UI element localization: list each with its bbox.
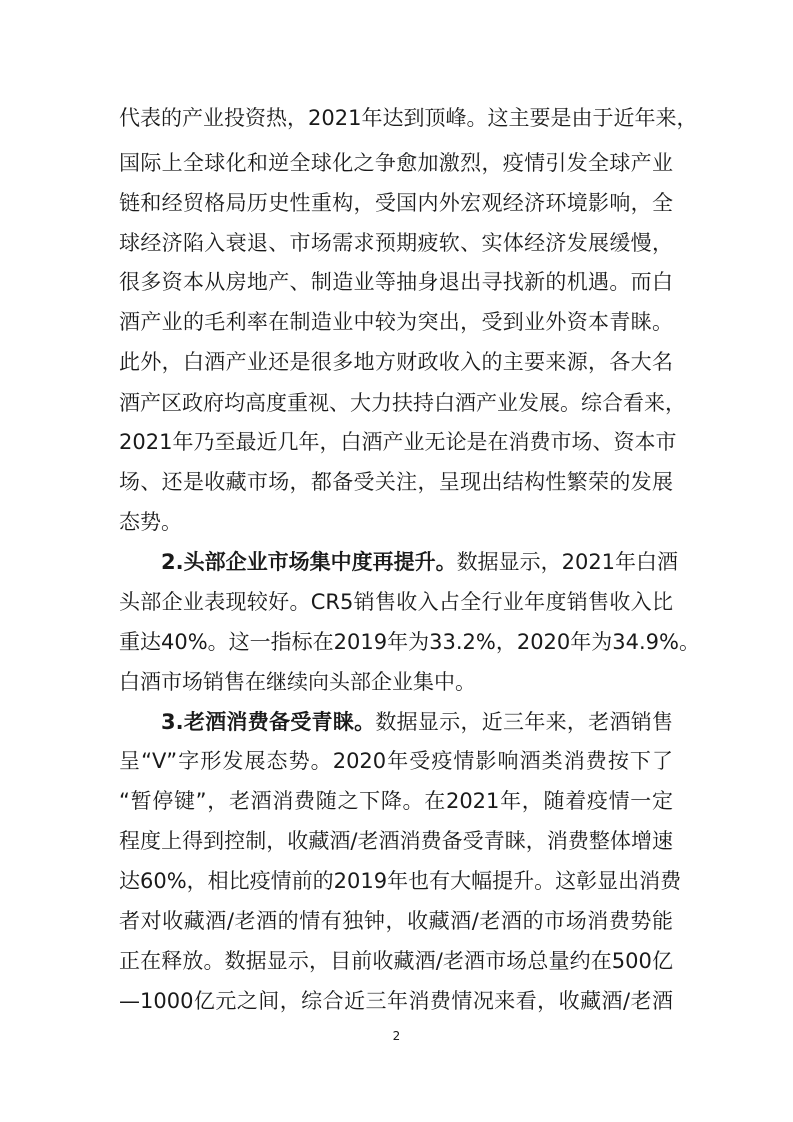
- text-line: 球经济陷入衰退、市场需求预期疲软、实体经济发展缓慢，: [119, 231, 673, 255]
- section-heading: 3.老酒消费备受青睐。: [161, 710, 376, 734]
- text-line: 国际上全球化和逆全球化之争愈加激烈，疫情引发全球产业: [119, 151, 673, 175]
- text-line: 达60%，相比疫情前的2019年也有大幅提升。这彰显出消费: [119, 869, 682, 893]
- text-line: 重达40%。这一指标在2019年为33.2%，2020年为34.9%。: [119, 630, 700, 654]
- text-line: 酒产区政府均高度重视、大力扶持白酒产业发展。综合看来，: [119, 391, 686, 415]
- text-line: 态势。: [119, 510, 182, 534]
- text-line: 2021年乃至最近几年，白酒产业无论是在消费市场、资本市: [119, 430, 677, 454]
- text-line: —1000亿元之间，综合近三年消费情况来看，收藏酒/老酒: [119, 989, 673, 1013]
- text-line: 程度上得到控制，收藏酒/老酒消费备受青睐，消费整体增速: [119, 829, 673, 853]
- text-line: 呈“V”字形发展态势。2020年受疫情影响酒类消费按下了: [119, 749, 673, 773]
- text-line: [161, 546, 679, 578]
- text-line: 场、还是收藏市场，都备受关注，呈现出结构性繁荣的发展: [119, 470, 673, 494]
- text-line: 链和经贸格局历史性重构，受国内外宏观经济环境影响，全: [119, 191, 673, 215]
- text-line: [161, 706, 673, 738]
- text-line: “暂停键”，老酒消费随之下降。在2021年，随着疫情一定: [119, 789, 673, 813]
- text-line: 白酒市场销售在继续向头部企业集中。: [119, 670, 476, 694]
- text-line: 者对收藏酒/老酒的情有独钟，收藏酒/老酒的市场消费势能: [119, 909, 673, 933]
- text-line: 很多资本从房地产、制造业等抽身退出寻找新的机遇。而白: [119, 270, 673, 294]
- text-run: 数据显示，近三年来，老酒销售: [375, 710, 673, 734]
- text-line: 头部企业表现较好。CR5销售收入占全行业年度销售收入比: [119, 590, 673, 614]
- page-number: 2: [392, 1029, 401, 1043]
- text-run: 数据显示，2021年白酒: [456, 550, 679, 574]
- text-line: 酒产业的毛利率在制造业中较为突出，受到业外资本青睐。: [119, 310, 673, 334]
- text-line: 此外，白酒产业还是很多地方财政收入的主要来源，各大名: [119, 350, 673, 374]
- text-line: 正在释放。数据显示，目前收藏酒/老酒市场总量约在500亿: [119, 949, 673, 973]
- section-heading: 2.头部企业市场集中度再提升。: [161, 550, 457, 574]
- text-line: 代表的产业投资热，2021年达到顶峰。这主要是由于近年来，: [119, 106, 698, 130]
